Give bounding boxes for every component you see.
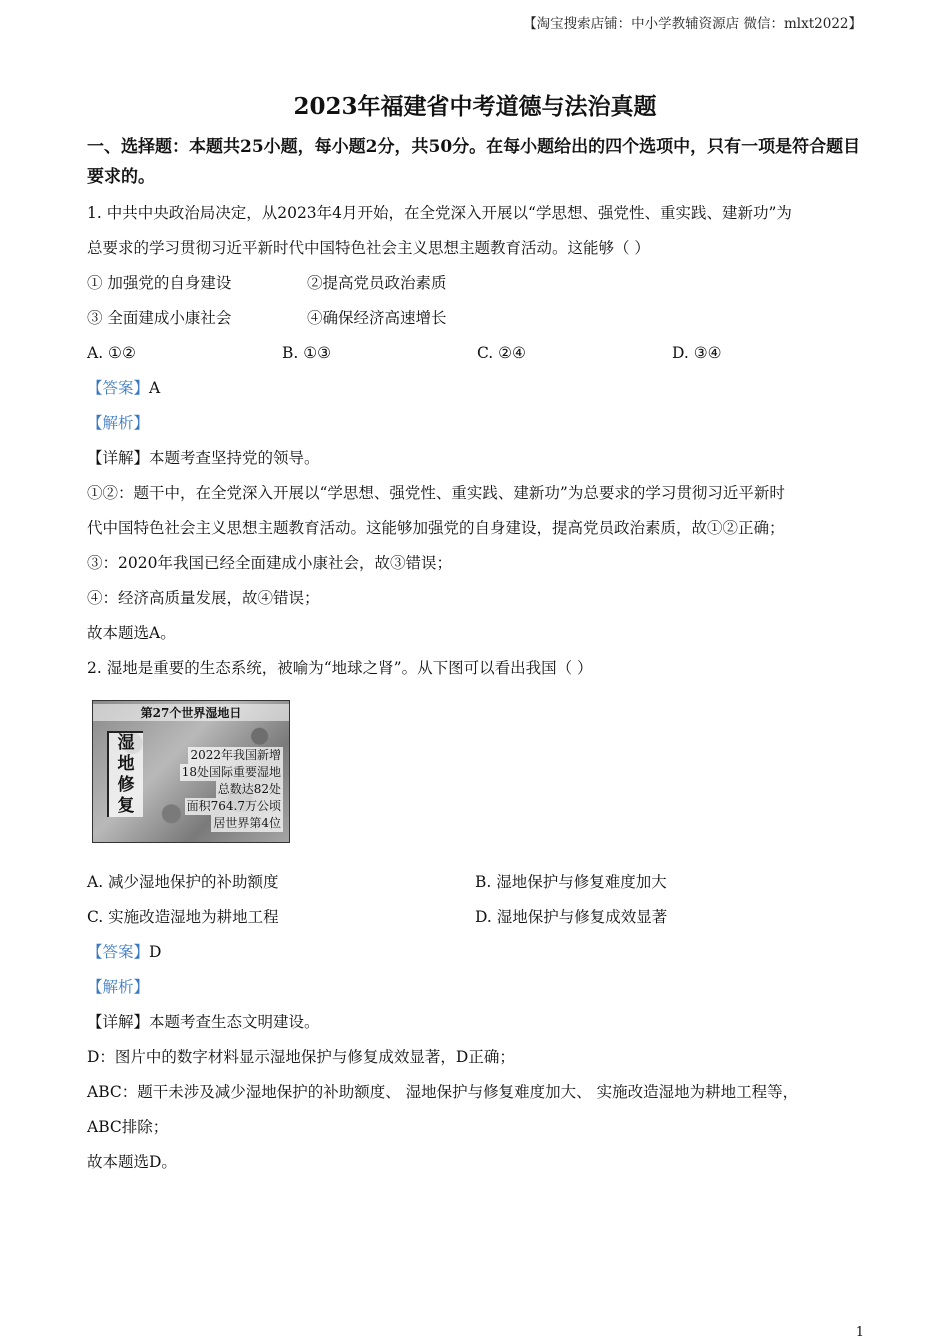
q1-option-b: B. ①③ [282, 344, 332, 362]
q1-explanation-line: ①②：题干中，在全党深入开展以“学思想、强党性、重实践、建新功”为总要求的学习贯彻习近平新时 [87, 484, 785, 502]
answer-tag: 【答案】 [87, 943, 150, 961]
q2-option-b: B. 湿地保护与修复难度加大 [475, 873, 667, 891]
q1-stem-line1: 1. 中共中央政治局决定，从2023年4月开始，在全党深入开展以“学思想、强党性、重实践、建新功”为 [87, 204, 792, 222]
q1-option-a: A. ①② [87, 344, 136, 362]
q1-statement-3: ③ 全面建成小康社会 [87, 309, 232, 327]
q1-statement-4: ④确保经济高速增长 [307, 309, 447, 327]
q1-analysis [87, 406, 867, 441]
detail-text: 本题考查坚持党的领导。 [149, 449, 320, 467]
page-title: 2023年福建省中考道德与法治真题 [293, 93, 657, 120]
q1-statements-row1 [87, 266, 867, 301]
q1-statement-2: ②提高党员政治素质 [307, 274, 447, 292]
poster-char: 湿 [117, 733, 135, 753]
poster-stat-line: 居世界第4位 [213, 816, 281, 830]
poster-char: 复 [117, 796, 135, 816]
q2-explanation-line: 故本题选D。 [87, 1153, 177, 1171]
q2-options-row1 [87, 865, 867, 900]
poster-char: 地 [117, 754, 135, 774]
q2-option-c: C. 实施改造湿地为耕地工程 [87, 908, 279, 926]
answer-tag: 【答案】 [87, 379, 150, 397]
q1-statements-row2 [87, 301, 867, 336]
header-note: 【淘宝搜索店铺：中小学教辅资源店 微信：mlxt2022】 [523, 16, 862, 32]
detail-tag: 【详解】 [87, 449, 150, 467]
poster-stat-line: 总数达82处 [217, 782, 281, 796]
q1-explanation-line: ④：经济高质量发展，故④错误； [87, 589, 320, 607]
poster-vertical-title [107, 731, 143, 817]
wetland-poster-image [92, 700, 290, 843]
q2-options-row2 [87, 900, 867, 935]
poster-stat-line: 18处国际重要湿地 [181, 765, 281, 779]
q2-analysis [87, 970, 867, 1005]
q2-detail [87, 1005, 867, 1040]
q2-stem: 2. 湿地是重要的生态系统，被喻为“地球之肾”。从下图可以看出我国（ ） [87, 659, 593, 677]
answer-value: D [149, 943, 162, 961]
q2-explanation-line: ABC排除； [87, 1118, 169, 1136]
question-2 [87, 651, 867, 1180]
answer-value: A [149, 379, 161, 397]
q1-detail [87, 441, 867, 476]
q1-stem-line2: 总要求的学习贯彻习近平新时代中国特色社会主义思想主题教育活动。这能够（ ） [87, 239, 650, 257]
poster-stat-line: 2022年我国新增 [190, 748, 281, 762]
q1-option-d: D. ③④ [672, 344, 722, 362]
section-heading: 一、选择题：本题共25小题，每小题2分，共50分。在每小题给出的四个选项中，只有一项是符合题目要求的。 [87, 137, 861, 187]
q2-option-a: A. 减少湿地保护的补助额度 [87, 873, 279, 891]
poster-stats [180, 747, 283, 832]
q2-answer [87, 935, 867, 970]
q1-explanation-line: ③：2020年我国已经全面建成小康社会，故③错误； [87, 554, 452, 572]
analysis-tag: 【解析】 [87, 978, 150, 996]
question-1 [87, 196, 867, 651]
poster-banner: 第27个世界湿地日 [93, 704, 289, 721]
poster-stat-line: 面积764.7万公顷 [186, 799, 281, 813]
q1-explanation-line: 故本题选A。 [87, 624, 176, 642]
detail-tag: 【详解】 [87, 1013, 150, 1031]
poster-char: 修 [117, 775, 135, 795]
q2-option-d: D. 湿地保护与修复成效显著 [475, 908, 668, 926]
q1-options [87, 336, 867, 371]
document-body [87, 132, 867, 1180]
analysis-tag: 【解析】 [87, 414, 150, 432]
q2-explanation-line: ABC：题干未涉及减少湿地保护的补助额度、 湿地保护与修复难度加大、 实施改造湿地为耕地工程等， [87, 1083, 799, 1101]
page-number: 1 [855, 1325, 864, 1340]
q1-statement-1: ① 加强党的自身建设 [87, 274, 232, 292]
q2-explanation-line: D：图片中的数字材料显示湿地保护与修复成效显著，D正确； [87, 1048, 515, 1066]
detail-text: 本题考查生态文明建设。 [149, 1013, 320, 1031]
q1-option-c: C. ②④ [477, 344, 526, 362]
q1-answer [87, 371, 867, 406]
q1-explanation-line: 代中国特色社会主义思想主题教育活动。这能够加强党的自身建设，提高党员政治素质，故①②正确； [87, 519, 785, 537]
